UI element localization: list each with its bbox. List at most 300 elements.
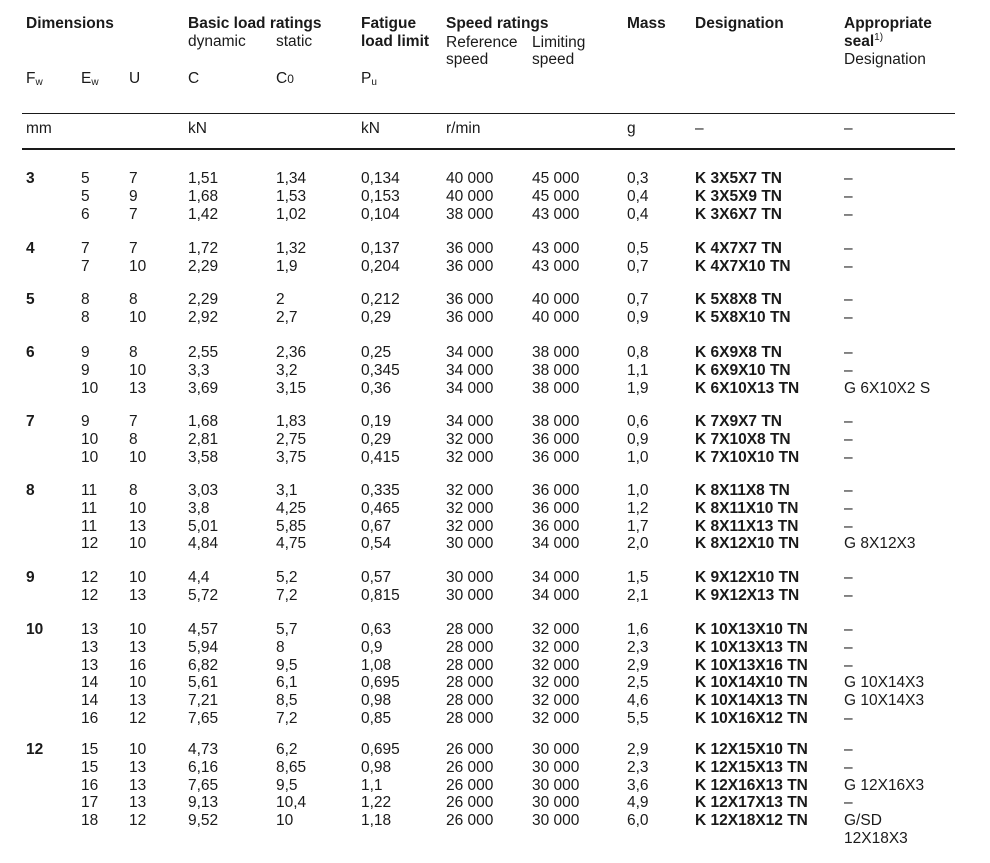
symbol-c0-text: C xyxy=(276,70,288,87)
cell-ew: 5 xyxy=(81,170,90,187)
cell-u: 10 xyxy=(129,448,147,466)
cell-u: 7 xyxy=(129,240,138,257)
cell-reference-speed: 30 000 xyxy=(446,569,494,586)
cell-limiting-speed: 32 000 xyxy=(532,692,580,710)
cell-limiting-speed: 30 000 xyxy=(532,794,580,812)
cell-ew: 9 xyxy=(81,361,90,379)
cell-seal: – xyxy=(844,482,853,499)
cell-mass: 0,8 xyxy=(627,344,649,361)
cell-fw: 7 xyxy=(26,413,35,430)
unit-seal: – xyxy=(844,120,853,137)
cell-limiting-speed: 43 000 xyxy=(532,205,580,223)
cell-ew: 12 xyxy=(81,535,99,553)
cell-c: 9,52 xyxy=(188,812,219,830)
cell-fw: 12 xyxy=(26,741,44,758)
cell-reference-speed: 26 000 xyxy=(446,794,494,812)
cell-ew: 10 xyxy=(81,448,99,466)
cell-pu: 0,695 xyxy=(361,741,400,758)
divider-thick xyxy=(22,148,955,150)
cell-seal: – xyxy=(844,240,853,257)
cell-c: 1,51 xyxy=(188,170,219,187)
cell-c: 3,58 xyxy=(188,448,219,466)
cell-pu: 0,335 xyxy=(361,482,400,499)
cell-mass: 0,5 xyxy=(627,240,649,257)
cell-designation: K 5X8X10 TN xyxy=(695,308,791,326)
cell-c: 7,65 xyxy=(188,776,219,794)
cell-limiting-speed: 36 000 xyxy=(532,448,580,466)
cell-designation: K 7X10X8 TN xyxy=(695,430,791,448)
cell-c: 1,72 xyxy=(188,240,219,257)
cell-c: 5,01 xyxy=(188,517,219,535)
cell-seal: – xyxy=(844,344,853,361)
cell-reference-speed: 28 000 xyxy=(446,692,494,710)
cell-ew: 15 xyxy=(81,758,99,776)
cell-designation: K 6X9X10 TN xyxy=(695,361,791,379)
symbol-fw xyxy=(26,70,43,88)
cell-designation: K 3X6X7 TN xyxy=(695,205,783,223)
cell-pu: 0,137 xyxy=(361,240,400,257)
cell-mass: 1,0 xyxy=(627,482,649,499)
cell-limiting-speed: 34 000 xyxy=(532,586,580,604)
cell-pu: 0,98 xyxy=(361,692,392,710)
cell-limiting-speed: 30 000 xyxy=(532,812,580,830)
cell-designation: K 3X5X9 TN xyxy=(695,187,783,205)
cell-c: 3,8 xyxy=(188,499,210,517)
cell-pu: 1,1 xyxy=(361,776,383,794)
cell-seal: G/SD 12X18X3 xyxy=(844,812,908,848)
cell-reference-speed: 38 000 xyxy=(446,205,494,223)
cell-reference-speed: 26 000 xyxy=(446,758,494,776)
cell-pu: 0,85 xyxy=(361,710,392,727)
cell-ew: 9 xyxy=(81,344,90,361)
cell-c0: 3,1 xyxy=(276,482,298,499)
cell-ew: 13 xyxy=(81,656,99,674)
symbol-fw-text: F xyxy=(26,70,36,87)
cell-ew: 13 xyxy=(81,638,99,656)
cell-mass: 6,0 xyxy=(627,812,649,830)
cell-u: 13 xyxy=(129,776,147,794)
cell-c0: 1,02 xyxy=(276,205,307,223)
cell-c: 4,73 xyxy=(188,741,219,758)
cell-u: 13 xyxy=(129,379,147,397)
cell-seal: – xyxy=(844,741,853,758)
cell-c: 2,81 xyxy=(188,430,219,448)
cell-c: 5,61 xyxy=(188,674,219,692)
cell-seal: – xyxy=(844,710,853,727)
cell-ew: 12 xyxy=(81,569,99,586)
cell-pu: 0,54 xyxy=(361,535,392,553)
cell-pu: 0,67 xyxy=(361,517,392,535)
cell-seal: – xyxy=(844,291,853,308)
cell-u: 7 xyxy=(129,170,138,187)
cell-reference-speed: 34 000 xyxy=(446,344,494,361)
symbol-fw-sub: w xyxy=(35,77,43,88)
cell-seal: G 10X14X3 xyxy=(844,692,925,710)
cell-seal: – xyxy=(844,499,853,517)
cell-c: 1,68 xyxy=(188,187,219,205)
cell-ew: 18 xyxy=(81,812,99,830)
cell-seal: – xyxy=(844,187,853,205)
cell-mass: 2,9 xyxy=(627,656,649,674)
cell-mass: 1,7 xyxy=(627,517,649,535)
cell-mass: 0,7 xyxy=(627,257,649,275)
cell-reference-speed: 32 000 xyxy=(446,517,494,535)
cell-mass: 2,3 xyxy=(627,758,649,776)
cell-designation: K 4X7X7 TN xyxy=(695,240,783,257)
cell-ew: 5 xyxy=(81,187,90,205)
cell-pu: 0,19 xyxy=(361,413,392,430)
cell-pu: 1,18 xyxy=(361,812,392,830)
cell-c0: 4,75 xyxy=(276,535,307,553)
cell-seal: G 6X10X2 S xyxy=(844,379,931,397)
cell-u: 10 xyxy=(129,569,147,586)
cell-limiting-speed: 36 000 xyxy=(532,482,580,499)
cell-pu: 0,63 xyxy=(361,621,392,638)
cell-designation: K 12X16X13 TN xyxy=(695,776,808,794)
cell-reference-speed: 32 000 xyxy=(446,482,494,499)
cell-limiting-speed: 36 000 xyxy=(532,499,580,517)
cell-c: 2,29 xyxy=(188,291,219,308)
cell-ew: 11 xyxy=(81,499,98,517)
cell-reference-speed: 32 000 xyxy=(446,499,494,517)
cell-pu: 0,98 xyxy=(361,758,392,776)
cell-limiting-speed: 32 000 xyxy=(532,710,580,727)
cell-c0: 6,2 xyxy=(276,741,298,758)
header-dynamic: dynamic xyxy=(188,33,246,50)
cell-c0: 5,2 xyxy=(276,569,298,586)
header-seal-text: seal xyxy=(844,33,875,50)
cell-limiting-speed: 45 000 xyxy=(532,187,580,205)
cell-mass: 0,4 xyxy=(627,187,649,205)
cell-u: 16 xyxy=(129,656,147,674)
cell-c0: 10,4 xyxy=(276,794,307,812)
cell-reference-speed: 36 000 xyxy=(446,291,494,308)
cell-limiting-speed: 43 000 xyxy=(532,257,580,275)
symbol-pu-text: P xyxy=(361,70,372,87)
cell-limiting-speed: 30 000 xyxy=(532,741,580,758)
cell-seal: – xyxy=(844,308,853,326)
cell-designation: K 8X11X8 TN xyxy=(695,482,790,499)
cell-c: 9,13 xyxy=(188,794,219,812)
symbol-c0 xyxy=(276,70,294,88)
cell-ew: 13 xyxy=(81,621,99,638)
cell-reference-speed: 26 000 xyxy=(446,776,494,794)
cell-pu: 0,29 xyxy=(361,308,392,326)
cell-c: 6,16 xyxy=(188,758,219,776)
cell-u: 13 xyxy=(129,517,147,535)
cell-c0: 2,75 xyxy=(276,430,307,448)
cell-c: 3,69 xyxy=(188,379,219,397)
cell-pu: 0,815 xyxy=(361,586,400,604)
cell-mass: 0,6 xyxy=(627,413,649,430)
cell-seal: G 10X14X3 xyxy=(844,674,925,692)
cell-c0: 4,25 xyxy=(276,499,307,517)
cell-mass: 3,6 xyxy=(627,776,649,794)
cell-reference-speed: 26 000 xyxy=(446,741,494,758)
header-fatigue-1: Fatigue xyxy=(361,15,417,32)
cell-designation: K 10X13X13 TN xyxy=(695,638,808,656)
cell-u: 8 xyxy=(129,344,138,361)
cell-c0: 2,7 xyxy=(276,308,298,326)
cell-reference-speed: 32 000 xyxy=(446,430,494,448)
cell-u: 10 xyxy=(129,535,147,553)
cell-seal: G 12X16X3 xyxy=(844,776,925,794)
cell-u: 13 xyxy=(129,638,147,656)
cell-c: 1,42 xyxy=(188,205,219,223)
cell-designation: K 10X16X12 TN xyxy=(695,710,808,727)
header-fatigue-2: load limit xyxy=(361,33,430,50)
unit-rmin: r/min xyxy=(446,120,481,137)
cell-designation: K 7X10X10 TN xyxy=(695,448,800,466)
cell-c: 5,72 xyxy=(188,586,219,604)
cell-ew: 7 xyxy=(81,240,90,257)
cell-c: 4,57 xyxy=(188,621,219,638)
cell-mass: 1,2 xyxy=(627,499,649,517)
cell-ew: 10 xyxy=(81,430,99,448)
cell-limiting-speed: 38 000 xyxy=(532,344,580,361)
unit-kn-fatigue: kN xyxy=(361,120,380,137)
cell-c0: 8,5 xyxy=(276,692,298,710)
header-designation: Designation xyxy=(695,15,784,32)
cell-mass: 2,9 xyxy=(627,741,649,758)
cell-u: 10 xyxy=(129,499,147,517)
divider-top xyxy=(22,113,955,114)
cell-seal: – xyxy=(844,413,853,430)
cell-mass: 2,3 xyxy=(627,638,649,656)
cell-c: 7,65 xyxy=(188,710,219,727)
cell-c: 2,55 xyxy=(188,344,219,361)
cell-reference-speed: 28 000 xyxy=(446,710,494,727)
unit-mm: mm xyxy=(26,120,52,137)
cell-reference-speed: 28 000 xyxy=(446,674,494,692)
cell-mass: 0,9 xyxy=(627,308,649,326)
cell-u: 9 xyxy=(129,187,138,205)
cell-mass: 2,0 xyxy=(627,535,649,553)
cell-ew: 11 xyxy=(81,517,98,535)
cell-pu: 0,25 xyxy=(361,344,392,361)
cell-limiting-speed: 34 000 xyxy=(532,569,580,586)
cell-mass: 1,9 xyxy=(627,379,649,397)
cell-designation: K 12X18X12 TN xyxy=(695,812,808,830)
cell-u: 12 xyxy=(129,812,147,830)
cell-reference-speed: 36 000 xyxy=(446,240,494,257)
cell-u: 10 xyxy=(129,361,147,379)
cell-u: 10 xyxy=(129,741,147,758)
cell-designation: K 8X11X10 TN xyxy=(695,499,799,517)
cell-c0: 5,85 xyxy=(276,517,307,535)
cell-designation: K 3X5X7 TN xyxy=(695,170,783,187)
cell-limiting-speed: 36 000 xyxy=(532,517,580,535)
cell-ew: 16 xyxy=(81,776,99,794)
cell-u: 10 xyxy=(129,674,147,692)
cell-mass: 1,5 xyxy=(627,569,649,586)
cell-seal: – xyxy=(844,448,853,466)
cell-pu: 0,695 xyxy=(361,674,400,692)
cell-seal: – xyxy=(844,621,853,638)
header-seal-designation: Designation xyxy=(844,51,926,68)
cell-reference-speed: 40 000 xyxy=(446,187,494,205)
cell-c0: 8,65 xyxy=(276,758,307,776)
cell-u: 10 xyxy=(129,257,147,275)
cell-designation: K 6X10X13 TN xyxy=(695,379,800,397)
cell-c0: 7,2 xyxy=(276,586,298,604)
cell-fw: 6 xyxy=(26,344,35,361)
cell-seal: – xyxy=(844,758,853,776)
header-limiting-speed: speed xyxy=(532,51,575,68)
cell-c: 2,29 xyxy=(188,257,219,275)
cell-c: 6,82 xyxy=(188,656,219,674)
cell-designation: K 6X9X8 TN xyxy=(695,344,783,361)
cell-reference-speed: 32 000 xyxy=(446,448,494,466)
cell-mass: 1,1 xyxy=(627,361,649,379)
cell-u: 7 xyxy=(129,205,138,223)
cell-limiting-speed: 38 000 xyxy=(532,413,580,430)
cell-pu: 0,29 xyxy=(361,430,392,448)
cell-c: 4,84 xyxy=(188,535,219,553)
cell-designation: K 12X15X13 TN xyxy=(695,758,808,776)
cell-fw: 8 xyxy=(26,482,35,499)
cell-ew: 7 xyxy=(81,257,90,275)
cell-reference-speed: 28 000 xyxy=(446,656,494,674)
header-static: static xyxy=(276,33,313,50)
cell-pu: 0,9 xyxy=(361,638,383,656)
cell-limiting-speed: 30 000 xyxy=(532,776,580,794)
cell-c0: 3,2 xyxy=(276,361,298,379)
cell-designation: K 10X13X16 TN xyxy=(695,656,808,674)
cell-reference-speed: 30 000 xyxy=(446,535,494,553)
cell-seal: – xyxy=(844,638,853,656)
cell-c0: 1,32 xyxy=(276,240,307,257)
cell-designation: K 10X14X10 TN xyxy=(695,674,808,692)
cell-reference-speed: 34 000 xyxy=(446,413,494,430)
cell-c0: 8 xyxy=(276,638,285,656)
cell-designation: K 7X9X7 TN xyxy=(695,413,783,430)
cell-c0: 1,53 xyxy=(276,187,307,205)
cell-pu: 0,134 xyxy=(361,170,400,187)
cell-limiting-speed: 34 000 xyxy=(532,535,580,553)
cell-fw: 9 xyxy=(26,569,35,586)
cell-c: 2,92 xyxy=(188,308,219,326)
symbol-c: C xyxy=(188,70,200,87)
cell-ew: 9 xyxy=(81,413,90,430)
cell-c0: 9,5 xyxy=(276,776,298,794)
symbol-pu xyxy=(361,70,377,88)
cell-ew: 14 xyxy=(81,692,99,710)
cell-c: 3,03 xyxy=(188,482,219,499)
cell-fw: 4 xyxy=(26,240,35,257)
cell-limiting-speed: 32 000 xyxy=(532,674,580,692)
cell-c0: 3,75 xyxy=(276,448,307,466)
cell-designation: K 8X12X10 TN xyxy=(695,535,800,553)
cell-c0: 2,36 xyxy=(276,344,307,361)
cell-u: 10 xyxy=(129,308,147,326)
cell-c: 5,94 xyxy=(188,638,219,656)
unit-g: g xyxy=(627,120,636,137)
cell-c: 4,4 xyxy=(188,569,210,586)
cell-designation: K 9X12X13 TN xyxy=(695,586,800,604)
cell-pu: 0,104 xyxy=(361,205,400,223)
cell-designation: K 12X15X10 TN xyxy=(695,741,808,758)
cell-u: 13 xyxy=(129,692,147,710)
cell-c0: 1,83 xyxy=(276,413,307,430)
cell-ew: 10 xyxy=(81,379,99,397)
cell-seal: – xyxy=(844,794,853,812)
cell-designation: K 10X14X13 TN xyxy=(695,692,808,710)
cell-c0: 1,34 xyxy=(276,170,307,187)
cell-mass: 4,9 xyxy=(627,794,649,812)
cell-u: 12 xyxy=(129,710,147,727)
symbol-u: U xyxy=(129,70,141,87)
symbol-ew xyxy=(81,70,99,88)
unit-kn-load: kN xyxy=(188,120,207,137)
symbol-pu-sub: u xyxy=(371,77,377,88)
cell-ew: 8 xyxy=(81,291,90,308)
cell-limiting-speed: 32 000 xyxy=(532,621,580,638)
cell-u: 7 xyxy=(129,413,138,430)
cell-ew: 17 xyxy=(81,794,99,812)
cell-limiting-speed: 45 000 xyxy=(532,170,580,187)
cell-ew: 15 xyxy=(81,741,99,758)
cell-u: 8 xyxy=(129,291,138,308)
cell-mass: 4,6 xyxy=(627,692,649,710)
cell-reference-speed: 40 000 xyxy=(446,170,494,187)
cell-u: 10 xyxy=(129,621,147,638)
cell-fw: 10 xyxy=(26,621,44,638)
cell-limiting-speed: 40 000 xyxy=(532,308,580,326)
cell-designation: K 12X17X13 TN xyxy=(695,794,808,812)
cell-mass: 1,6 xyxy=(627,621,649,638)
cell-seal: – xyxy=(844,569,853,586)
cell-pu: 0,57 xyxy=(361,569,392,586)
header-appropriate: Appropriate xyxy=(844,15,932,32)
cell-pu: 0,204 xyxy=(361,257,400,275)
cell-seal: – xyxy=(844,586,853,604)
header-limiting: Limiting xyxy=(532,34,586,51)
cell-designation: K 8X11X13 TN xyxy=(695,517,799,535)
header-dimensions: Dimensions xyxy=(26,15,114,32)
cell-seal: G 8X12X3 xyxy=(844,535,916,553)
cell-limiting-speed: 30 000 xyxy=(532,758,580,776)
cell-c: 3,3 xyxy=(188,361,210,379)
cell-u: 8 xyxy=(129,482,138,499)
cell-pu: 0,465 xyxy=(361,499,400,517)
cell-ew: 8 xyxy=(81,308,90,326)
cell-pu: 0,345 xyxy=(361,361,400,379)
cell-ew: 12 xyxy=(81,586,99,604)
cell-u: 13 xyxy=(129,586,147,604)
cell-designation: K 5X8X8 TN xyxy=(695,291,783,308)
cell-seal: – xyxy=(844,361,853,379)
cell-c0: 1,9 xyxy=(276,257,298,275)
header-seal xyxy=(844,32,883,51)
cell-mass: 0,4 xyxy=(627,205,649,223)
cell-reference-speed: 28 000 xyxy=(446,638,494,656)
cell-mass: 5,5 xyxy=(627,710,649,727)
cell-limiting-speed: 36 000 xyxy=(532,430,580,448)
cell-pu: 1,22 xyxy=(361,794,392,812)
cell-ew: 6 xyxy=(81,205,90,223)
symbol-ew-text: E xyxy=(81,70,92,87)
cell-reference-speed: 34 000 xyxy=(446,361,494,379)
cell-c0: 7,2 xyxy=(276,710,298,727)
cell-limiting-speed: 38 000 xyxy=(532,361,580,379)
cell-reference-speed: 30 000 xyxy=(446,586,494,604)
header-reference: Reference xyxy=(446,34,518,51)
cell-c0: 5,7 xyxy=(276,621,298,638)
cell-ew: 11 xyxy=(81,482,98,499)
unit-designation: – xyxy=(695,120,704,137)
header-seal-footnote: 1) xyxy=(874,32,884,43)
